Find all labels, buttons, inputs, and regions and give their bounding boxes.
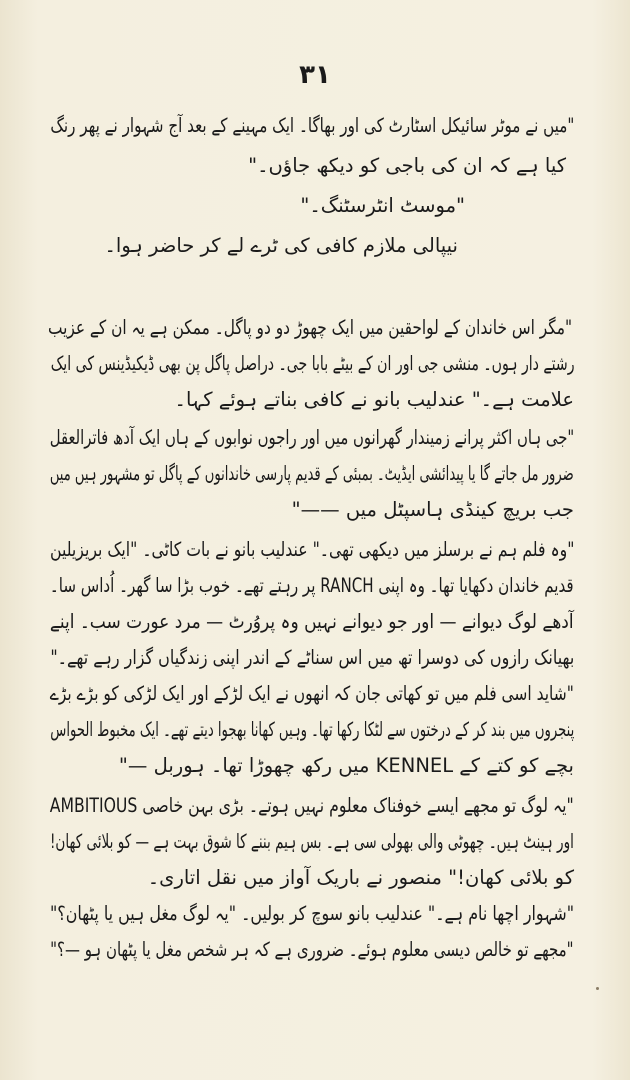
- text-line: رشتے دار ہوں۔ منشی جی اور ان کے بیٹے بابا جی۔ دراصل پاگل پن بھی ڈیکیڈینس کی ایک: [50, 352, 574, 375]
- text-line: قدیم خاندان دکھایا تھا۔ وہ اپنی RANCH پر رہتے تھے۔ خوب بڑا سا گھر۔ اُداس سا۔: [50, 574, 574, 597]
- text-line: "میں نے موٹر سائیکل اسٹارٹ کی اور بھاگا۔ ایک مہینے کے بعد آج شہوار نے پھر رنگ: [50, 114, 574, 137]
- text-line: "مجھے تو خالص دیسی معلوم ہوئے۔ ضروری ہے کہ ہر شخص مغل یا پٹھان ہو —؟": [50, 938, 574, 961]
- text-line: نیپالی ملازم کافی کی ٹرے لے کر حاضر ہوا۔: [104, 234, 458, 257]
- text-line: کیا ہے کہ ان کی باجی کو دیکھ جاؤں۔": [248, 154, 566, 177]
- text-line: آدھے لوگ دیوانے — اور جو دیوانے نہیں وہ پروُرٹ — مرد عورت سب۔ اپنے: [50, 610, 574, 633]
- text-line: کو بلائی کھان!" منصور نے باریک آواز میں نقل اتاری۔: [147, 866, 574, 889]
- text-line: جب بریچ کینڈی ہاسپٹل میں ——": [291, 498, 574, 521]
- text-line: "جی ہاں اکثر پرانے زمیندار گھرانوں میں اور راجوں نوابوں کے ہاں ایک آدھ فاترالعقل: [49, 426, 574, 449]
- text-line: "یہ لوگ تو مجھے ایسے خوفناک معلوم نہیں ہوتے۔ بڑی بہن خاصی AMBITIOUS: [49, 794, 574, 817]
- text-line: پنجروں میں بند کر کے درختوں سے لٹکا رکھا تھا۔ وہیں کھانا بھجوا دیتے تھے۔ ایک مخبوط الحواس: [49, 718, 574, 741]
- page-number: ۳۱: [299, 60, 331, 90]
- text-line: "مگر اس خاندان کے لواحقین میں ایک چھوڑ دو دو پاگل۔ ممکن ہے یہ ان کے عزیب: [47, 316, 572, 339]
- text-line: "وہ فلم ہم نے برسلز میں دیکھی تھی۔" عندلیب بانو نے بات کاٹی۔ "ایک بریزیلین: [49, 538, 574, 561]
- text-line: ضرور مل جاتے گا یا پیدائشی ایڈیٹ۔ بمبئی کے قدیم پارسی خاندانوں کے پاگل تو مشہور ہیں میں: [50, 462, 574, 485]
- text-line: اور ہینٹ ہیں۔ چھوٹی والی بھولی سی ہے۔ بس ہیم بننے کا شوق بہت ہے — کو بلائی کھان!: [50, 830, 574, 853]
- text-line: علامت ہے۔" عندلیب بانو نے کافی بناتے ہوئے کہا۔: [174, 388, 574, 411]
- text-line: "موسٹ انٹرسٹنگ۔": [300, 194, 465, 217]
- text-line: بچے کو کتے کے KENNEL میں رکھ چھوڑا تھا۔ ہوربل —": [118, 754, 574, 777]
- text-line: "شاید اسی فلم میں تو کھاتی جان کہ انھوں نے ایک لڑکے اور ایک لڑکی کو بڑے بڑے: [49, 682, 574, 705]
- text-line: "شہوار اچھا نام ہے۔" عندلیب بانو سوچ کر بولیں۔ "یہ لوگ مغل ہیں یا پٹھان؟": [49, 902, 574, 925]
- paper-speck: [596, 987, 599, 990]
- text-line: بھیانک رازوں کی دوسرا تھ میں اس سناٹے کے اندر اپنی زندگیاں گزار رہے تھے۔": [50, 646, 574, 669]
